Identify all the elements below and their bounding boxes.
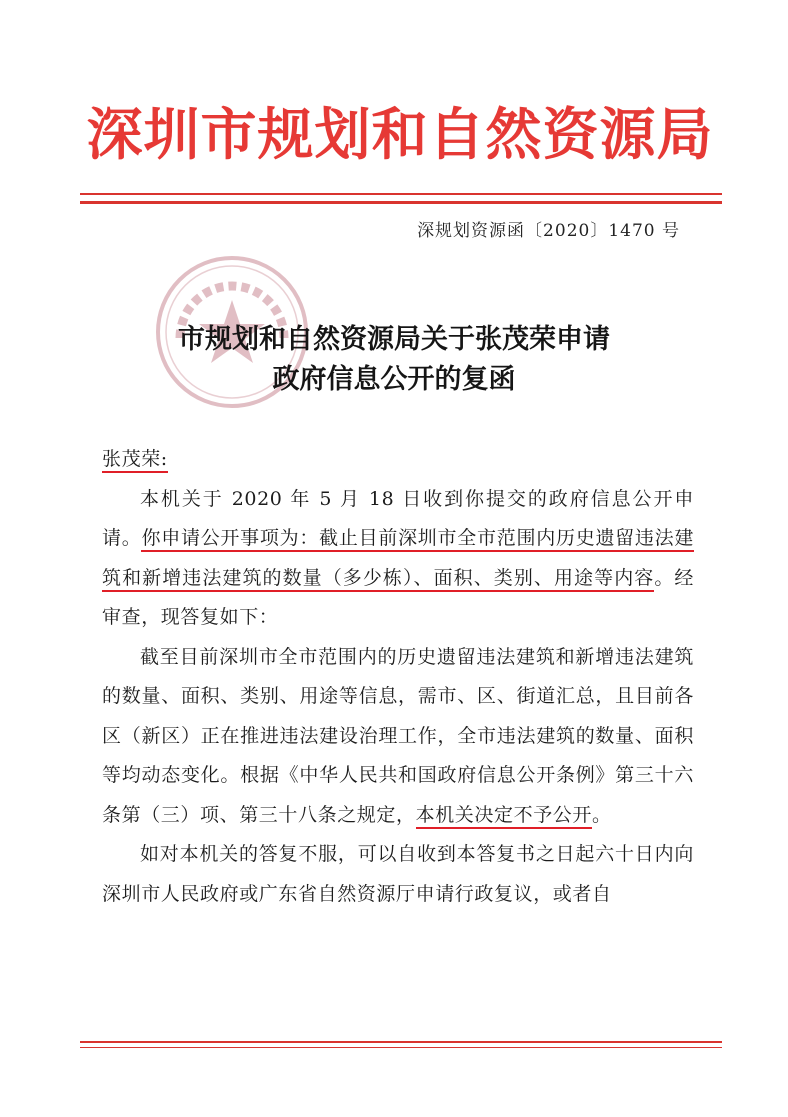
p1-request-underlined: 你申请公开事项为：截止目前深圳市全市范围内历史遗留违法建筑和新增违法建筑的数量（多少栋）、面积、类别、用途等内容 <box>102 527 694 592</box>
salutation-text: 张茂荣: <box>102 448 168 473</box>
p2-end: 。 <box>592 803 612 826</box>
paragraph-3: 如对本机关的答复不服，可以自收到本答复书之日起六十日内向深圳市人民政府或广东省自然资源厅申请行政复议，或者自 <box>102 843 694 905</box>
p1-intro: 本机关于 2020 年 5 月 18 日收到你提交的政府信息公开申请。 <box>102 487 694 549</box>
letterhead-rule-bottom <box>80 201 722 204</box>
title-line-2: 政府信息公开的复函 <box>272 364 516 395</box>
p2-decision-underlined: 本机关决定不予公开 <box>416 804 592 829</box>
document-number: 深规划资源函〔2020〕1470 号 <box>417 221 680 241</box>
letterhead-org-name: 深圳市规划和自然资源局 <box>86 103 714 168</box>
salutation <box>102 440 694 480</box>
letterhead-rule-top <box>80 193 722 195</box>
paragraph-2 <box>102 638 694 836</box>
p1-outro: 。经审查，现答复如下： <box>102 566 694 628</box>
p2-body: 截至目前深圳市全市范围内的历史遗留违法建筑和新增违法建筑的数量、面积、类别、用途等信息，需市、区、街道汇总，且目前各区（新区）正在推进违法建设治理工作，全市违法建筑的数量、面积等均动态变化。根据《中华人民共和国政府信息公开条例》第三十六条第（三）项、第三十八条之规定， <box>102 645 694 826</box>
document-title <box>90 320 698 400</box>
letter-body <box>102 440 694 914</box>
footer-rule-top <box>80 1041 722 1043</box>
paragraph-1 <box>102 480 694 638</box>
title-line-1: 市规划和自然资源局关于张茂荣申请 <box>178 324 610 355</box>
footer-rule-bottom <box>80 1047 722 1048</box>
